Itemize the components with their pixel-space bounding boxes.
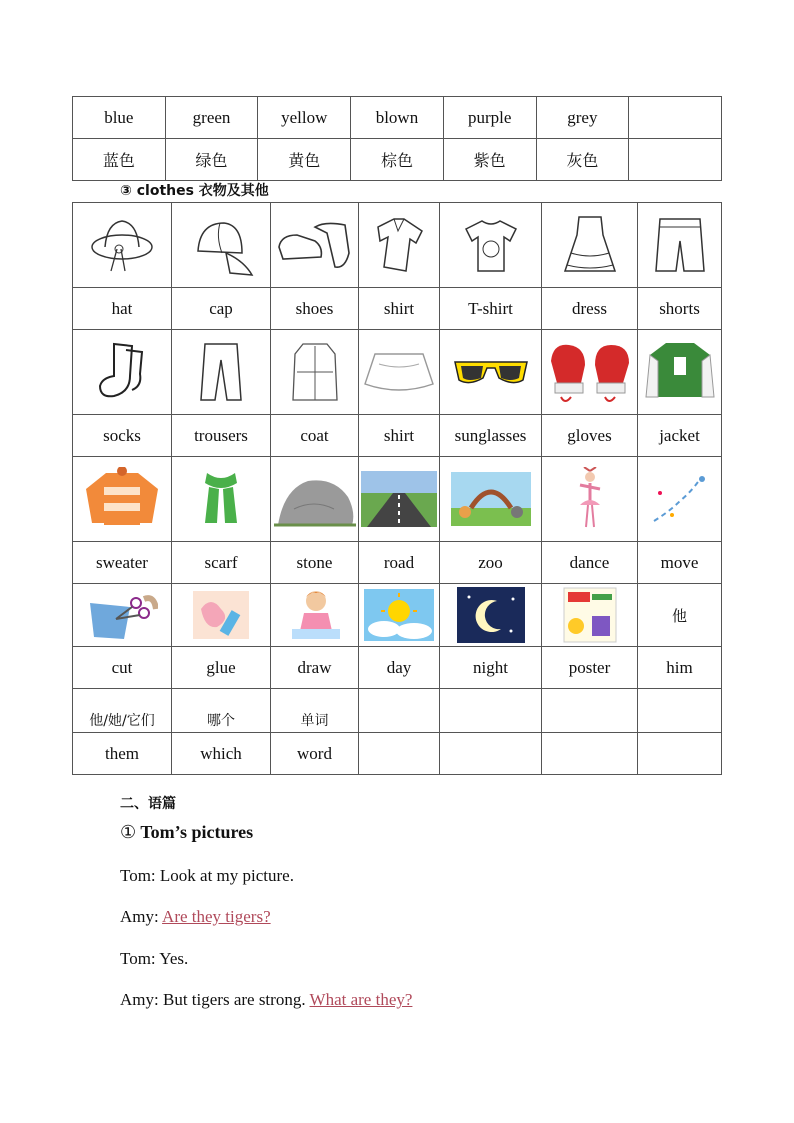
word-cell: dance [542,542,638,584]
jacket-icon [638,330,722,415]
dialogue-line-2 [120,907,271,927]
color-word: purple [443,97,536,139]
scarf-icon [172,457,271,542]
subheading-marker: ① [120,822,137,843]
shorts-icon [638,203,722,288]
coat-icon [271,330,359,415]
word-row-2 [73,415,722,457]
color-chinese: 灰色 [536,139,629,181]
word-cell: trousers [172,415,271,457]
color-word: blue [73,97,166,139]
speaker: Amy: [120,990,159,1009]
clothes-section-title [120,180,269,200]
subheading-text: Tom’s pictures [140,822,254,842]
dialogue-line-4 [120,990,412,1010]
draw-icon [271,584,359,647]
picture-row-1 [73,203,722,288]
trousers-icon [172,330,271,415]
colors-chinese-row [73,139,722,181]
chinese-cell [638,689,722,733]
highlighted-answer: Are they tigers? [162,907,271,926]
word-row-3 [73,542,722,584]
word-cell: glue [172,647,271,689]
word-cell: stone [271,542,359,584]
speaker: Tom: [120,866,156,885]
color-chinese: 黄色 [258,139,351,181]
word-row-4 [73,647,722,689]
day-icon [359,584,440,647]
dialogue-line-3 [120,949,188,969]
word-cell [638,733,722,775]
word-cell: cut [73,647,172,689]
hat-icon [73,203,172,288]
poster-icon [542,584,638,647]
word-cell: which [172,733,271,775]
color-word: blown [351,97,444,139]
word-cell [359,733,440,775]
colors-table [72,96,722,181]
clothes-table [72,202,722,775]
word-cell: scarf [172,542,271,584]
word-row-1 [73,288,722,330]
dress-icon [542,203,638,288]
glue-icon [172,584,271,647]
word-cell: move [638,542,722,584]
color-chinese [629,139,722,181]
word-cell: them [73,733,172,775]
word-cell: shirt [359,415,440,457]
word-cell: T-shirt [440,288,542,330]
word-cell: jacket [638,415,722,457]
word-cell: him [638,647,722,689]
word-cell: sweater [73,542,172,584]
color-word: grey [536,97,629,139]
word-cell: draw [271,647,359,689]
word-row-5 [73,733,722,775]
word-cell [542,733,638,775]
cap-icon [172,203,271,288]
gloves-icon [542,330,638,415]
word-cell: dress [542,288,638,330]
word-cell: cap [172,288,271,330]
word-cell: zoo [440,542,542,584]
dialogue-line-1 [120,866,294,886]
chinese-cell: 哪个 [172,689,271,733]
color-word: green [165,97,258,139]
line-text: Yes. [159,949,189,968]
cut-icon [73,584,172,647]
word-cell: socks [73,415,172,457]
word-cell: coat [271,415,359,457]
word-cell: gloves [542,415,638,457]
color-chinese: 蓝色 [73,139,166,181]
dance-icon [542,457,638,542]
chinese-him-cell: 他 [638,584,722,647]
shoes-icon [271,203,359,288]
speaker: Amy: [120,907,159,926]
chinese-cell: 他/她/它们 [73,689,172,733]
chinese-cell [359,689,440,733]
chinese-cell: 单词 [271,689,359,733]
chinese-cell [440,689,542,733]
word-cell: word [271,733,359,775]
shirt-icon [359,203,440,288]
section-marker: ③ [120,183,132,199]
road-icon [359,457,440,542]
color-word [629,97,722,139]
picture-row-4 [73,584,722,647]
section-2-heading: 二、语篇 [120,796,176,812]
section-2-subheading [120,822,253,843]
socks-icon [73,330,172,415]
word-cell: poster [542,647,638,689]
line-text: But tigers are strong. [162,990,306,1009]
word-cell: shirt [359,288,440,330]
night-icon [440,584,542,647]
line-text: Look at my picture. [159,866,294,885]
move-icon [638,457,722,542]
colors-english-row [73,97,722,139]
color-word: yellow [258,97,351,139]
sunglasses-icon [440,330,542,415]
picture-row-3 [73,457,722,542]
word-cell: road [359,542,440,584]
word-cell: shoes [271,288,359,330]
word-cell: sunglasses [440,415,542,457]
picture-row-2 [73,330,722,415]
color-chinese: 绿色 [165,139,258,181]
color-chinese: 紫色 [443,139,536,181]
tshirt-icon [440,203,542,288]
highlighted-answer: What are they? [309,990,413,1009]
word-cell: day [359,647,440,689]
color-chinese: 棕色 [351,139,444,181]
sweater-icon [73,457,172,542]
word-cell: hat [73,288,172,330]
chinese-cell [542,689,638,733]
speaker: Tom: [120,949,156,968]
zoo-icon [440,457,542,542]
section-title-text: clothes 衣物及其他 [136,183,269,199]
word-cell: night [440,647,542,689]
skirt-icon [359,330,440,415]
word-cell [440,733,542,775]
word-cell: shorts [638,288,722,330]
chinese-row-5 [73,689,722,733]
stone-icon [271,457,359,542]
